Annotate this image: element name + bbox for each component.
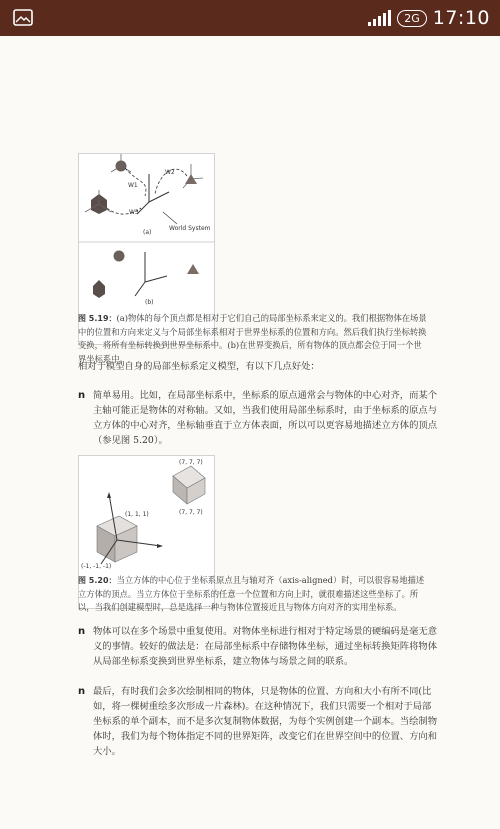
- status-bar: [0, 0, 500, 36]
- figure-5-20-illustration: [79, 456, 214, 574]
- caption-text: (a)物体的每个顶点都是相对于它们自己的局部坐标系来定义的。我们根据物体在场景中的位置和方向来定义与个局部坐标系相对于世界坐标系的位置和方向。然后我们执行坐标转换变换，将所有坐标转换到世界坐标系中。(b)在世界变换后，所有物体的顶点都会位于同一个世界坐标系中。: [78, 313, 427, 364]
- label-w3: W3: [129, 209, 139, 216]
- caption-label: 图 5.20：: [78, 576, 117, 585]
- label-b: (b): [145, 299, 154, 306]
- label-w1: W1: [128, 182, 138, 189]
- figure-5-19-caption: [78, 312, 428, 366]
- label-bottom: (-1, -1, -1): [81, 563, 112, 570]
- bullet-marker: n: [78, 686, 86, 697]
- figure-5-20-caption: [78, 574, 428, 615]
- caption-text: 当立方体的中心位于坐标系原点且与轴对齐（axis-aligned）时，可以很容易地描述立方体的顶点。当立方体位于坐标系的任意一个位置和方向上时，就很难描述这些坐标了。所以，当我们创建模型时，总是选择一种与物体位置接近且与物体方向对齐的实用坐标系。: [78, 575, 425, 612]
- document-page: [0, 36, 500, 829]
- image-icon: [13, 9, 33, 26]
- bullet-text: 简单易用。比如，在局部坐标系中，坐标系的原点通常会与物体的中心对齐，而某个主轴可能正是物体的对称轴。又如，当我们使用局部坐标系时，由于坐标系的原点与立方体的中心对齐，坐标轴垂直于立方体表面，所以可以更容易地描述立方体的顶点（参见图 5.20）。: [93, 390, 437, 446]
- intro-paragraph: 相对于模型自身的局部坐标系定义模型，有以下几点好处：: [78, 361, 320, 372]
- caption-label: 图 5.19：: [78, 314, 117, 323]
- label-mid-right: (7, 7, 7): [179, 509, 203, 516]
- label-top: (7, 7, 7): [179, 459, 203, 466]
- bullet-marker: n: [78, 390, 86, 401]
- label-a: (a): [143, 229, 152, 236]
- network-badge: 2G: [397, 10, 427, 27]
- label-center: (1, 1, 1): [125, 511, 149, 518]
- clock: 17:10: [432, 7, 490, 29]
- signal-icon: [367, 10, 391, 26]
- bullet-marker: n: [78, 626, 86, 637]
- label-w2: W2: [165, 169, 175, 176]
- label-world-system: World System: [169, 225, 211, 232]
- bullet-text: 物体可以在多个场景中重复使用。对物体坐标进行相对于特定场景的硬编码是毫无意义的事情。较好的做法是：在局部坐标系中存储物体坐标，通过坐标转换矩阵将物体从局部坐标系变换到世界坐标系，建立物体与场景之间的联系。: [93, 626, 437, 667]
- bullet-text: 最后，有时我们会多次绘制相同的物体，只是物体的位置、方向和大小有所不同(比如，将一棵树重绘多次形成一片森林)。在这种情况下，我们只需要一个相对于局部坐标系的单个副本，而不是多次复制物体数据，为每个实例创建一个副本。当绘制物体时，我们为每个物体指定不同的世界矩阵，改变它们在世界空间中的位置、方向和大小。: [93, 686, 437, 757]
